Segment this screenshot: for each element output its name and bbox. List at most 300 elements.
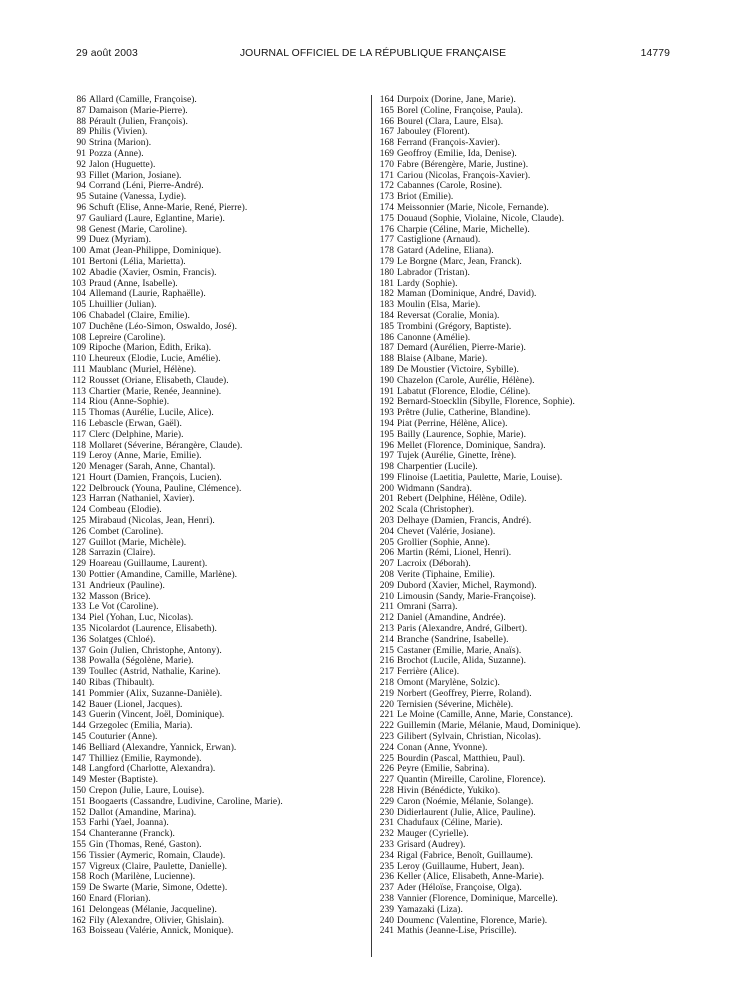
entry-name: Lheureux (Elodie, Lucie, Amélie).: [89, 354, 221, 365]
entry-number: 89: [76, 127, 86, 138]
entry-name: Leroy (Anne, Marie, Emilie).: [89, 451, 202, 462]
entry-number: 88: [76, 116, 86, 127]
list-item: [370, 743, 748, 754]
list-item: [370, 311, 748, 322]
list-item: [66, 894, 366, 905]
entry-name: Tujek (Aurélie, Ginette, Irène).: [397, 451, 517, 462]
entry-number: 178: [379, 246, 394, 257]
entry-name: Abadie (Xavier, Osmin, Francis).: [89, 267, 217, 278]
entry-name: Le Vot (Caroline).: [89, 602, 159, 613]
entry-number: 219: [379, 688, 394, 699]
entry-number: 208: [379, 570, 394, 581]
entry-number: 194: [379, 418, 394, 429]
entry-name: Andrieux (Pauline).: [89, 580, 165, 591]
entry-name: Meissonnier (Marie, Nicole, Fernande).: [397, 202, 549, 213]
entry-name: Brochot (Lucile, Alida, Suzanne).: [397, 656, 527, 667]
entry-name: Ripoche (Marion, Edith, Erika).: [89, 343, 212, 354]
list-item: [370, 581, 748, 592]
entry-number: 218: [379, 678, 394, 689]
entry-name: Corrand (Léni, Pierre-André).: [89, 181, 204, 192]
entry-name: Rousset (Oriane, Elisabeth, Claude).: [89, 375, 229, 386]
entry-number: 184: [379, 310, 394, 321]
list-item: [370, 289, 748, 300]
entry-name: Nicolardot (Laurence, Elisabeth).: [89, 624, 217, 635]
entry-name: Sutaine (Vanessa, Lydie).: [89, 192, 187, 203]
entry-number: 210: [379, 591, 394, 602]
list-item: [370, 516, 748, 527]
list-item: [66, 797, 366, 808]
list-item: [370, 494, 748, 505]
entry-number: 93: [76, 170, 86, 181]
list-item: [370, 387, 748, 398]
entry-name: Hoareau (Guillaume, Laurent).: [89, 559, 208, 570]
entry-name: Charpie (Céline, Marie, Michelle).: [397, 224, 530, 235]
list-item: [370, 451, 748, 462]
entry-name: Allemand (Laurie, Raphaëlle).: [89, 289, 206, 300]
list-item: [370, 818, 748, 829]
list-item: [370, 775, 748, 786]
entry-number: 223: [379, 732, 394, 743]
entry-number: 195: [379, 429, 394, 440]
entry-name: Solatges (Chloé).: [89, 634, 156, 645]
entry-number: 142: [71, 699, 86, 710]
entry-name: Philis (Vivien).: [89, 127, 148, 138]
entry-name: Lepreire (Caroline).: [89, 332, 166, 343]
entry-name: Rigal (Fabrice, Benoît, Guillaume).: [397, 850, 533, 861]
entry-number: 87: [76, 105, 86, 116]
list-item: [66, 181, 366, 192]
entry-name: Castiglione (Arnaud).: [397, 235, 481, 246]
list-item: [66, 95, 366, 106]
list-item: [66, 462, 366, 473]
entry-number: 86: [76, 95, 86, 105]
entry-name: Langford (Charlotte, Alexandra).: [89, 764, 216, 775]
entry-number: 162: [71, 915, 86, 926]
list-item: [66, 710, 366, 721]
entry-number: 155: [71, 839, 86, 850]
list-item: [370, 138, 748, 149]
list-item: [370, 872, 748, 883]
entry-name: Sarrazin (Claire).: [89, 548, 156, 559]
entry-number: 143: [71, 710, 86, 721]
entry-name: Scala (Christopher).: [397, 505, 475, 516]
entry-number: 102: [71, 267, 86, 278]
entry-name: Mollaret (Séverine, Bérangère, Claude).: [89, 440, 243, 451]
list-item: [370, 689, 748, 700]
entry-number: 177: [379, 235, 394, 246]
list-item: [66, 754, 366, 765]
entry-name: Bailly (Laurence, Sophie, Marie).: [397, 429, 527, 440]
entry-number: 104: [71, 289, 86, 300]
list-item: [370, 235, 748, 246]
entry-name: Briot (Emilie).: [397, 192, 454, 203]
list-item: [370, 268, 748, 279]
list-item: [66, 289, 366, 300]
entry-name: Pottier (Amandine, Camille, Marlène).: [89, 570, 238, 581]
entry-number: 199: [379, 472, 394, 483]
entry-number: 154: [71, 829, 86, 840]
entry-name: Mester (Baptiste).: [89, 775, 159, 786]
entry-number: 182: [379, 289, 394, 300]
entry-number: 226: [379, 764, 394, 775]
list-item: [370, 106, 748, 117]
entry-name: Jalon (Huguette).: [89, 159, 156, 170]
entry-number: 224: [379, 742, 394, 753]
list-item: [66, 387, 366, 398]
entry-number: 99: [76, 235, 86, 246]
list-item: [66, 505, 366, 516]
entry-name: Chartier (Marie, Renée, Jeannine).: [89, 386, 222, 397]
list-item: [66, 592, 366, 603]
entry-number: 171: [379, 170, 394, 181]
list-item: [370, 894, 748, 905]
entry-number: 153: [71, 818, 86, 829]
entry-name: Geoffroy (Emilie, Ida, Denise).: [397, 148, 517, 159]
entry-name: Duchêne (Léo-Simon, Oswaldo, José).: [89, 321, 237, 332]
entry-name: Bernard-Stoecklin (Sibylle, Florence, Sophie).: [397, 397, 575, 408]
list-item: [66, 300, 366, 311]
entry-name: Vigreux (Claire, Paulette, Danielle).: [89, 861, 228, 872]
entry-number: 152: [71, 807, 86, 818]
list-item: [370, 354, 748, 365]
entry-number: 202: [379, 505, 394, 516]
entry-name: Chanteranne (Franck).: [89, 829, 175, 840]
entry-name: Lacroix (Déborah).: [397, 559, 471, 570]
entry-number: 215: [379, 645, 394, 656]
entry-number: 191: [379, 386, 394, 397]
entry-number: 188: [379, 354, 394, 365]
entry-name: Chadufaux (Céline, Marie).: [397, 818, 503, 829]
list-item: [370, 462, 748, 473]
list-item: [66, 149, 366, 160]
entry-number: 169: [379, 148, 394, 159]
list-item: [370, 926, 748, 937]
list-item: [66, 225, 366, 236]
list-item: [370, 527, 748, 538]
list-item: [370, 764, 748, 775]
entry-number: 197: [379, 451, 394, 462]
entry-name: Mellet (Florence, Dominique, Sandra).: [397, 440, 546, 451]
entry-name: Delongeas (Mélanie, Jacqueline).: [89, 904, 217, 915]
entry-number: 119: [72, 451, 86, 462]
list-item: [66, 764, 366, 775]
entry-name: Limousin (Sandy, Marie-Françoise).: [397, 591, 536, 602]
list-item: [370, 192, 748, 203]
entry-number: 174: [379, 202, 394, 213]
entry-name: Keller (Alice, Elisabeth, Anne-Marie).: [397, 872, 545, 883]
page-header: [76, 46, 670, 62]
list-item: [370, 851, 748, 862]
entry-number: 134: [71, 613, 86, 624]
entry-name: Douaud (Sophie, Violaine, Nicole, Claude).: [397, 213, 565, 224]
entry-number: 113: [72, 386, 86, 397]
entry-name: Amat (Jean-Philippe, Dominique).: [89, 246, 222, 257]
list-item: [66, 570, 366, 581]
list-item: [370, 322, 748, 333]
entry-number: 166: [379, 116, 394, 127]
list-item: [370, 592, 748, 603]
entry-name: Farhi (Yael, Joanna).: [89, 818, 169, 829]
entry-number: 212: [379, 613, 394, 624]
list-item: [66, 171, 366, 182]
entry-name: Daniel (Amandine, Andrée).: [397, 613, 506, 624]
entry-number: 179: [379, 256, 394, 267]
list-item: [370, 343, 748, 354]
entry-number: 138: [71, 656, 86, 667]
list-item: [66, 721, 366, 732]
entry-number: 132: [71, 591, 86, 602]
list-item: [370, 678, 748, 689]
list-item: [66, 732, 366, 743]
entry-name: Caron (Noémie, Mélanie, Solange).: [397, 796, 534, 807]
list-item: [370, 171, 748, 182]
list-item: [66, 667, 366, 678]
list-item: [370, 333, 748, 344]
list-item: [66, 484, 366, 495]
entry-number: 181: [379, 278, 394, 289]
entry-number: 230: [379, 807, 394, 818]
list-item: [66, 527, 366, 538]
entry-name: Yamazaki (Liza).: [397, 904, 463, 915]
entry-name: Guillemin (Marie, Mélanie, Maud, Dominique).: [397, 721, 581, 732]
entry-name: Labrador (Tristan).: [397, 267, 470, 278]
entry-name: Norbert (Geoffrey, Pierre, Roland).: [397, 688, 532, 699]
entry-number: 170: [379, 159, 394, 170]
entry-name: Delhaye (Damien, Francis, André).: [397, 516, 532, 527]
entry-number: 148: [71, 764, 86, 775]
entry-number: 145: [71, 732, 86, 743]
entry-name: Pérault (Julien, François).: [89, 116, 188, 127]
entry-name: Toullec (Astrid, Nathalie, Karine).: [89, 667, 221, 678]
entry-name: Ternisien (Séverine, Michèle).: [397, 699, 514, 710]
entry-name: Lebascle (Erwan, Gaël).: [89, 418, 182, 429]
list-item: [66, 905, 366, 916]
list-item: [66, 548, 366, 559]
entry-number: 238: [379, 893, 394, 904]
entry-number: 118: [72, 440, 86, 451]
entry-name: Powalla (Ségolène, Marie).: [89, 656, 194, 667]
entry-name: Piel (Yohan, Luc, Nicolas).: [89, 613, 194, 624]
entry-name: De Moustier (Victoire, Sybille).: [397, 364, 519, 375]
entry-number: 204: [379, 526, 394, 537]
entry-name: Ribas (Thibault).: [89, 678, 155, 689]
entry-name: Ader (Héloïse, Françoise, Olga).: [397, 883, 522, 894]
list-item: [66, 311, 366, 322]
entry-number: 90: [76, 138, 86, 149]
entry-name: Lhuillier (Julian).: [89, 300, 157, 311]
entry-number: 196: [379, 440, 394, 451]
list-item: [370, 840, 748, 851]
entry-name: Fily (Alexandre, Olivier, Ghislain).: [89, 915, 225, 926]
entry-number: 228: [379, 786, 394, 796]
entry-name: Jabouley (Florent).: [397, 127, 470, 138]
list-item: [66, 624, 366, 635]
entry-name: Riou (Anne-Sophie).: [89, 397, 170, 408]
entry-number: 236: [379, 872, 394, 883]
list-item: [370, 117, 748, 128]
entry-number: 216: [379, 656, 394, 667]
list-item: [66, 786, 366, 797]
list-item: [370, 916, 748, 927]
entry-name: Boisseau (Valérie, Annick, Monique).: [89, 926, 234, 937]
entry-number: 120: [71, 462, 86, 473]
list-item: [370, 862, 748, 873]
list-item: [370, 570, 748, 581]
entry-name: Chabadel (Claire, Emilie).: [89, 310, 190, 321]
entry-number: 144: [71, 721, 86, 732]
entry-number: 217: [379, 667, 394, 678]
entry-number: 239: [379, 904, 394, 915]
list-item: [370, 635, 748, 646]
entry-name: Mirabaud (Nicolas, Jean, Henri).: [89, 516, 215, 527]
entry-name: Blaise (Albane, Marie).: [397, 354, 488, 365]
list-item: [66, 333, 366, 344]
list-item: [66, 397, 366, 408]
list-item: [370, 203, 748, 214]
entry-number: 95: [76, 192, 86, 203]
list-item: [370, 559, 748, 570]
entry-number: 227: [379, 775, 394, 786]
list-item: [66, 559, 366, 570]
list-item: [66, 365, 366, 376]
list-item: [66, 926, 366, 937]
list-item: [66, 451, 366, 462]
list-item: [370, 646, 748, 657]
entry-name: Pommier (Alix, Suzanne-Danièle).: [89, 688, 223, 699]
entry-name: Prêtre (Julie, Catherine, Blandine).: [397, 408, 531, 419]
list-item: [370, 484, 748, 495]
entry-name: Grollier (Sophie, Anne).: [397, 537, 490, 548]
entry-name: Quantin (Mireille, Caroline, Florence).: [397, 775, 546, 786]
entry-name: Goin (Julien, Christophe, Antony).: [89, 645, 222, 656]
entry-number: 232: [379, 829, 394, 840]
entry-name: Genest (Marie, Caroline).: [89, 224, 188, 235]
list-item: [66, 419, 366, 430]
list-item: [370, 419, 748, 430]
entry-number: 187: [379, 343, 394, 354]
page-number: 14779: [640, 48, 670, 59]
entry-name: Boogaerts (Cassandre, Ludivine, Caroline, Marie).: [89, 796, 283, 807]
list-item: [66, 322, 366, 333]
list-item: [370, 656, 748, 667]
entry-name: Bourdin (Pascal, Matthieu, Paul).: [397, 753, 525, 764]
list-item: [370, 376, 748, 387]
entry-number: 189: [379, 364, 394, 375]
list-item: [66, 872, 366, 883]
list-item: [370, 505, 748, 516]
entry-name: Le Borgne (Marc, Jean, Franck).: [397, 256, 522, 267]
entry-number: 94: [76, 181, 86, 192]
entry-number: 175: [379, 213, 394, 224]
entry-name: Peyre (Emilie, Sabrina).: [397, 764, 490, 775]
entry-name: Gatard (Adeline, Eliana).: [397, 246, 494, 257]
list-item: [66, 408, 366, 419]
entry-number: 173: [379, 192, 394, 203]
entry-number: 91: [76, 148, 86, 159]
list-item: [66, 441, 366, 452]
entry-name: Gauliard (Laure, Eglantine, Marie).: [89, 213, 225, 224]
entry-name: Grzegolec (Emilia, Maria).: [89, 721, 193, 732]
entry-name: Bertoni (Lélia, Marietta).: [89, 256, 186, 267]
entry-number: 112: [72, 375, 86, 386]
entry-name: Demard (Aurélien, Pierre-Marie).: [397, 343, 526, 354]
list-item: [66, 246, 366, 257]
list-item: [66, 214, 366, 225]
entry-name: Bourel (Clara, Laure, Elsa).: [397, 116, 504, 127]
list-item: [66, 581, 366, 592]
entry-name: Labatut (Florence, Elodie, Céline).: [397, 386, 531, 397]
entry-number: 141: [71, 688, 86, 699]
entry-name: Martin (Rémi, Lionel, Henri).: [397, 548, 512, 559]
entry-number: 149: [71, 775, 86, 786]
entry-number: 100: [71, 246, 86, 257]
entry-number: 139: [71, 667, 86, 678]
entry-number: 185: [379, 321, 394, 332]
entry-name: Hivin (Bénédicte, Yukiko).: [397, 786, 501, 796]
entry-name: Dallot (Amandine, Marina).: [89, 807, 197, 818]
entry-number: 98: [76, 224, 86, 235]
entry-name: Omrani (Sarra).: [397, 602, 458, 613]
list-item: [66, 279, 366, 290]
entry-number: 201: [379, 494, 394, 505]
list-item: [66, 354, 366, 365]
entry-name: Allard (Camille, Françoise).: [89, 95, 197, 105]
entry-name: Maman (Dominique, André, David).: [397, 289, 537, 300]
entry-number: 220: [379, 699, 394, 710]
list-item: [370, 149, 748, 160]
entry-number: 124: [71, 505, 86, 516]
list-item: [370, 279, 748, 290]
list-item: [370, 441, 748, 452]
list-item: [370, 732, 748, 743]
entry-number: 122: [71, 483, 86, 494]
list-item: [370, 754, 748, 765]
entry-number: 130: [71, 570, 86, 581]
entry-number: 110: [72, 354, 86, 365]
list-item: [370, 808, 748, 819]
entry-name: Paris (Alexandre, André, Gilbert).: [397, 624, 528, 635]
entry-number: 163: [71, 926, 86, 937]
entry-number: 206: [379, 548, 394, 559]
entry-name: Harran (Nathaniel, Xavier).: [89, 494, 195, 505]
entry-number: 128: [71, 548, 86, 559]
entry-number: 146: [71, 742, 86, 753]
list-item: [66, 430, 366, 441]
entry-number: 190: [379, 375, 394, 386]
entry-number: 97: [76, 213, 86, 224]
entry-number: 96: [76, 202, 86, 213]
list-item: [66, 602, 366, 613]
entry-number: 133: [71, 602, 86, 613]
list-item: [370, 95, 748, 106]
entry-number: 235: [379, 861, 394, 872]
entry-number: 135: [71, 624, 86, 635]
list-item: [370, 214, 748, 225]
entry-number: 176: [379, 224, 394, 235]
list-item: [370, 883, 748, 894]
entry-name: Charpentier (Lucile).: [397, 462, 478, 473]
list-item: [370, 473, 748, 484]
entry-number: 192: [379, 397, 394, 408]
list-item: [370, 300, 748, 311]
entry-number: 167: [379, 127, 394, 138]
entry-number: 234: [379, 850, 394, 861]
entry-number: 237: [379, 883, 394, 894]
entry-number: 147: [71, 753, 86, 764]
entry-number: 140: [71, 678, 86, 689]
entry-name: Gilibert (Sylvain, Christian, Nicolas).: [397, 732, 542, 743]
entry-number: 180: [379, 267, 394, 278]
